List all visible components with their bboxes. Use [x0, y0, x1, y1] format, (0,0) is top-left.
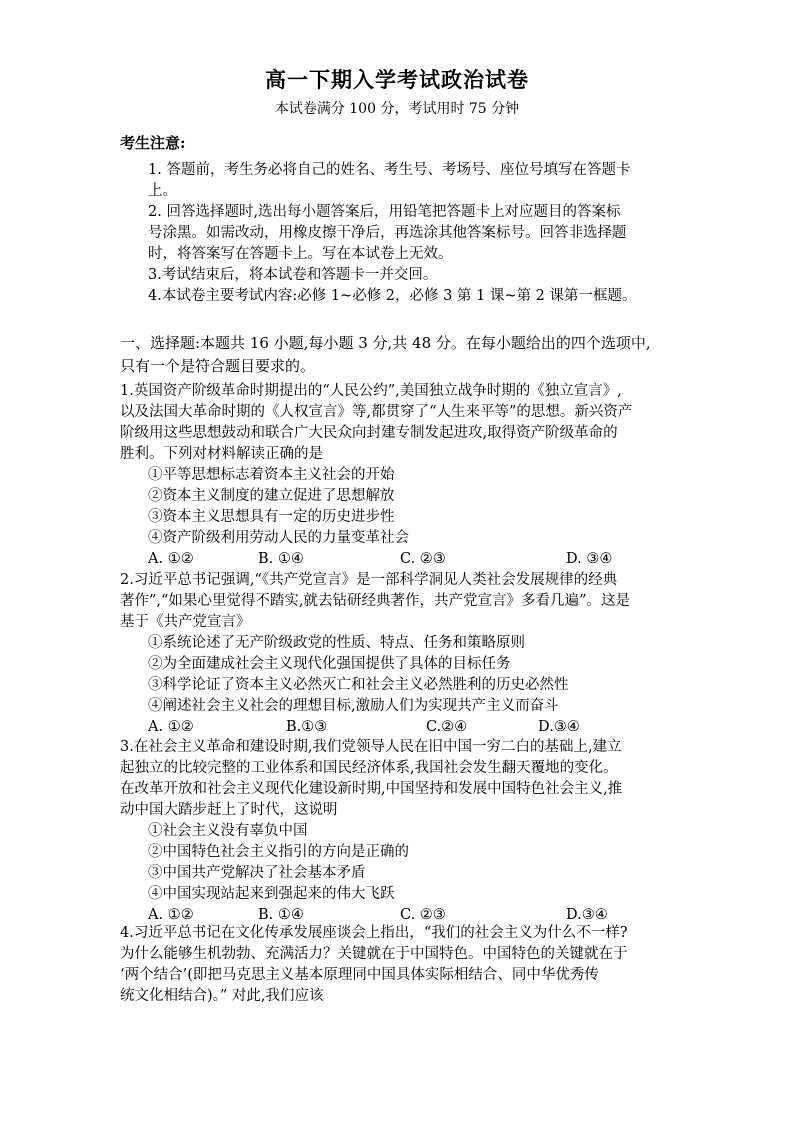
- question-stem-line: 3.在社会主义革命和建设时期,我们党领导人民在旧中国一穷二白的基础上,建立: [120, 739, 622, 755]
- question-1: [120, 381, 678, 570]
- question-stem-line: 阶级用这些思想鼓动和联合广大民众向封建专制发起进攻,取得资产阶级革命的: [120, 425, 618, 441]
- question-stem-line: 著作”,“如果心里觉得不踏实,就去钻研经典著作，共产党宣言》多看几遍”。这是: [120, 593, 630, 609]
- option-item: ④中国实现站起来到强起来的伟大飞跃: [148, 886, 395, 902]
- question-stem-line: 在改革开放和社会主义现代化建设新时期,中国坚持和发展中国特色社会主义,推: [120, 781, 623, 797]
- option-item: ①系统论述了无产阶级政党的性质、特点、任务和策略原则: [148, 635, 525, 651]
- question-stem-line: 2.习近平总书记强调,“《共产党宣言》是一部科学洞见人类社会发展规律的经典: [120, 572, 618, 588]
- question-stem-line: 1.英国资产阶级革命时期提出的“人民公约”,美国独立战争时期的《独立宣言》,: [120, 383, 622, 399]
- notice-line: 3.考试结束后，将本试卷和答题卡一并交回。: [148, 267, 438, 283]
- question-stem-line: 统文化相结合)。” 对此,我们应该: [120, 988, 324, 1004]
- choice-d: D.③④: [538, 719, 580, 735]
- choice-b: B. ①④: [258, 907, 304, 923]
- notice-list: [148, 160, 678, 307]
- question-stem-line: 基于《共产党宣言》: [120, 614, 251, 630]
- choice-d: D. ③④: [566, 551, 613, 567]
- question-stem-line: 以及法国大革命时期的《人权宣言》等,都贯穿了“人生来平等”的思想。新兴资产: [120, 404, 633, 420]
- choice-a: A. ①②: [148, 551, 194, 567]
- option-item: ③中国共产党解决了社会基本矛盾: [148, 865, 366, 881]
- option-item: ①社会主义没有辜负中国: [148, 823, 308, 839]
- question-stem-line: 为什么能够生机勃勃、充满活力？关键就在于中国特色。中国特色的关键就在于: [120, 946, 628, 962]
- question-options: [148, 821, 678, 905]
- choice-b: B. ①④: [258, 551, 304, 567]
- option-item: ④资产阶级利用劳动人民的力量变革社会: [148, 530, 409, 546]
- notice-line: 号涂黑。如需改动，用橡皮擦干净后，再选涂其他答案标号。回答非选择题: [148, 225, 627, 241]
- notice-line: 1. 答题前，考生务必将自己的姓名、考生号、考场号、座位号填写在答题卡: [148, 162, 631, 178]
- choice-c: C. ②③: [400, 551, 446, 567]
- option-item: ②中国特色社会主义指引的方向是正确的: [148, 844, 409, 860]
- question-options: [148, 633, 678, 717]
- question-3: [120, 737, 678, 926]
- notice-line: 时，将答案写在答题卡上。写在本试卷上无效。: [148, 246, 453, 262]
- answer-choices: [148, 717, 678, 738]
- choice-b: B.①③: [286, 719, 328, 735]
- question-4: [120, 923, 678, 1007]
- question-options: [148, 465, 678, 549]
- notice-line: 2. 回答选择题时,选出每小题答案后，用铅笔把答题卡上对应题目的答案标: [148, 204, 621, 220]
- choice-c: C. ②③: [400, 907, 446, 923]
- choice-d: D.③④: [566, 907, 608, 923]
- section-line: 只有一个是符合题目要求的。: [120, 357, 316, 375]
- question-stem-line: 起独立的比较完整的工业体系和国民经济体系,我国社会发生翻天覆地的变化。: [120, 760, 618, 776]
- option-item: ②为全面建成社会主义现代化强国提供了具体的目标任务: [148, 656, 511, 672]
- choice-a: A. ①②: [148, 719, 194, 735]
- option-item: ④阐述社会主义社会的理想目标,激励人们为实现共产主义而奋斗: [148, 698, 559, 714]
- question-2: [120, 570, 678, 738]
- notice-line: 4.本试卷主要考试内容:必修 1~必修 2，必修 3 第 1 课~第 2 课第一框题。: [148, 288, 637, 304]
- option-item: ③资本主义思想具有一定的历史进步性: [148, 509, 395, 525]
- answer-choices: [148, 549, 678, 570]
- option-item: ③科学论证了资本主义必然灭亡和社会主义必然胜利的历史必然性: [148, 677, 569, 693]
- question-stem-line: ‘两个结合’(即把马克思主义基本原理同中国具体实际相结合、同中华优秀传: [120, 967, 599, 983]
- option-item: ①平等思想标志着资本主义社会的开始: [148, 467, 395, 483]
- exam-subtitle: 本试卷满分 100 分，考试用时 75 分钟: [274, 101, 520, 117]
- choice-a: A. ①②: [148, 907, 194, 923]
- exam-title: 高一下期入学考试政治试卷: [265, 67, 529, 92]
- section-instructions: [120, 332, 678, 378]
- question-stem-line: 动中国大踏步赶上了时代，这说明: [120, 802, 338, 818]
- choice-c: C.②④: [426, 719, 468, 735]
- notice-heading: 考生注意:: [120, 134, 186, 152]
- option-item: ②资本主义制度的建立促进了思想解放: [148, 488, 395, 504]
- question-stem-line: 4.习近平总书记在文化传承发展座谈会上指出，“我们的社会主义为什么不一样?: [120, 925, 628, 941]
- section-line: 一、选择题:本题共 16 小题,每小题 3 分,共 48 分。在每小题给出的四个选项中,: [120, 334, 651, 352]
- question-stem-line: 胜利。下列对材料解读正确的是: [120, 446, 323, 462]
- notice-line: 上。: [148, 183, 177, 199]
